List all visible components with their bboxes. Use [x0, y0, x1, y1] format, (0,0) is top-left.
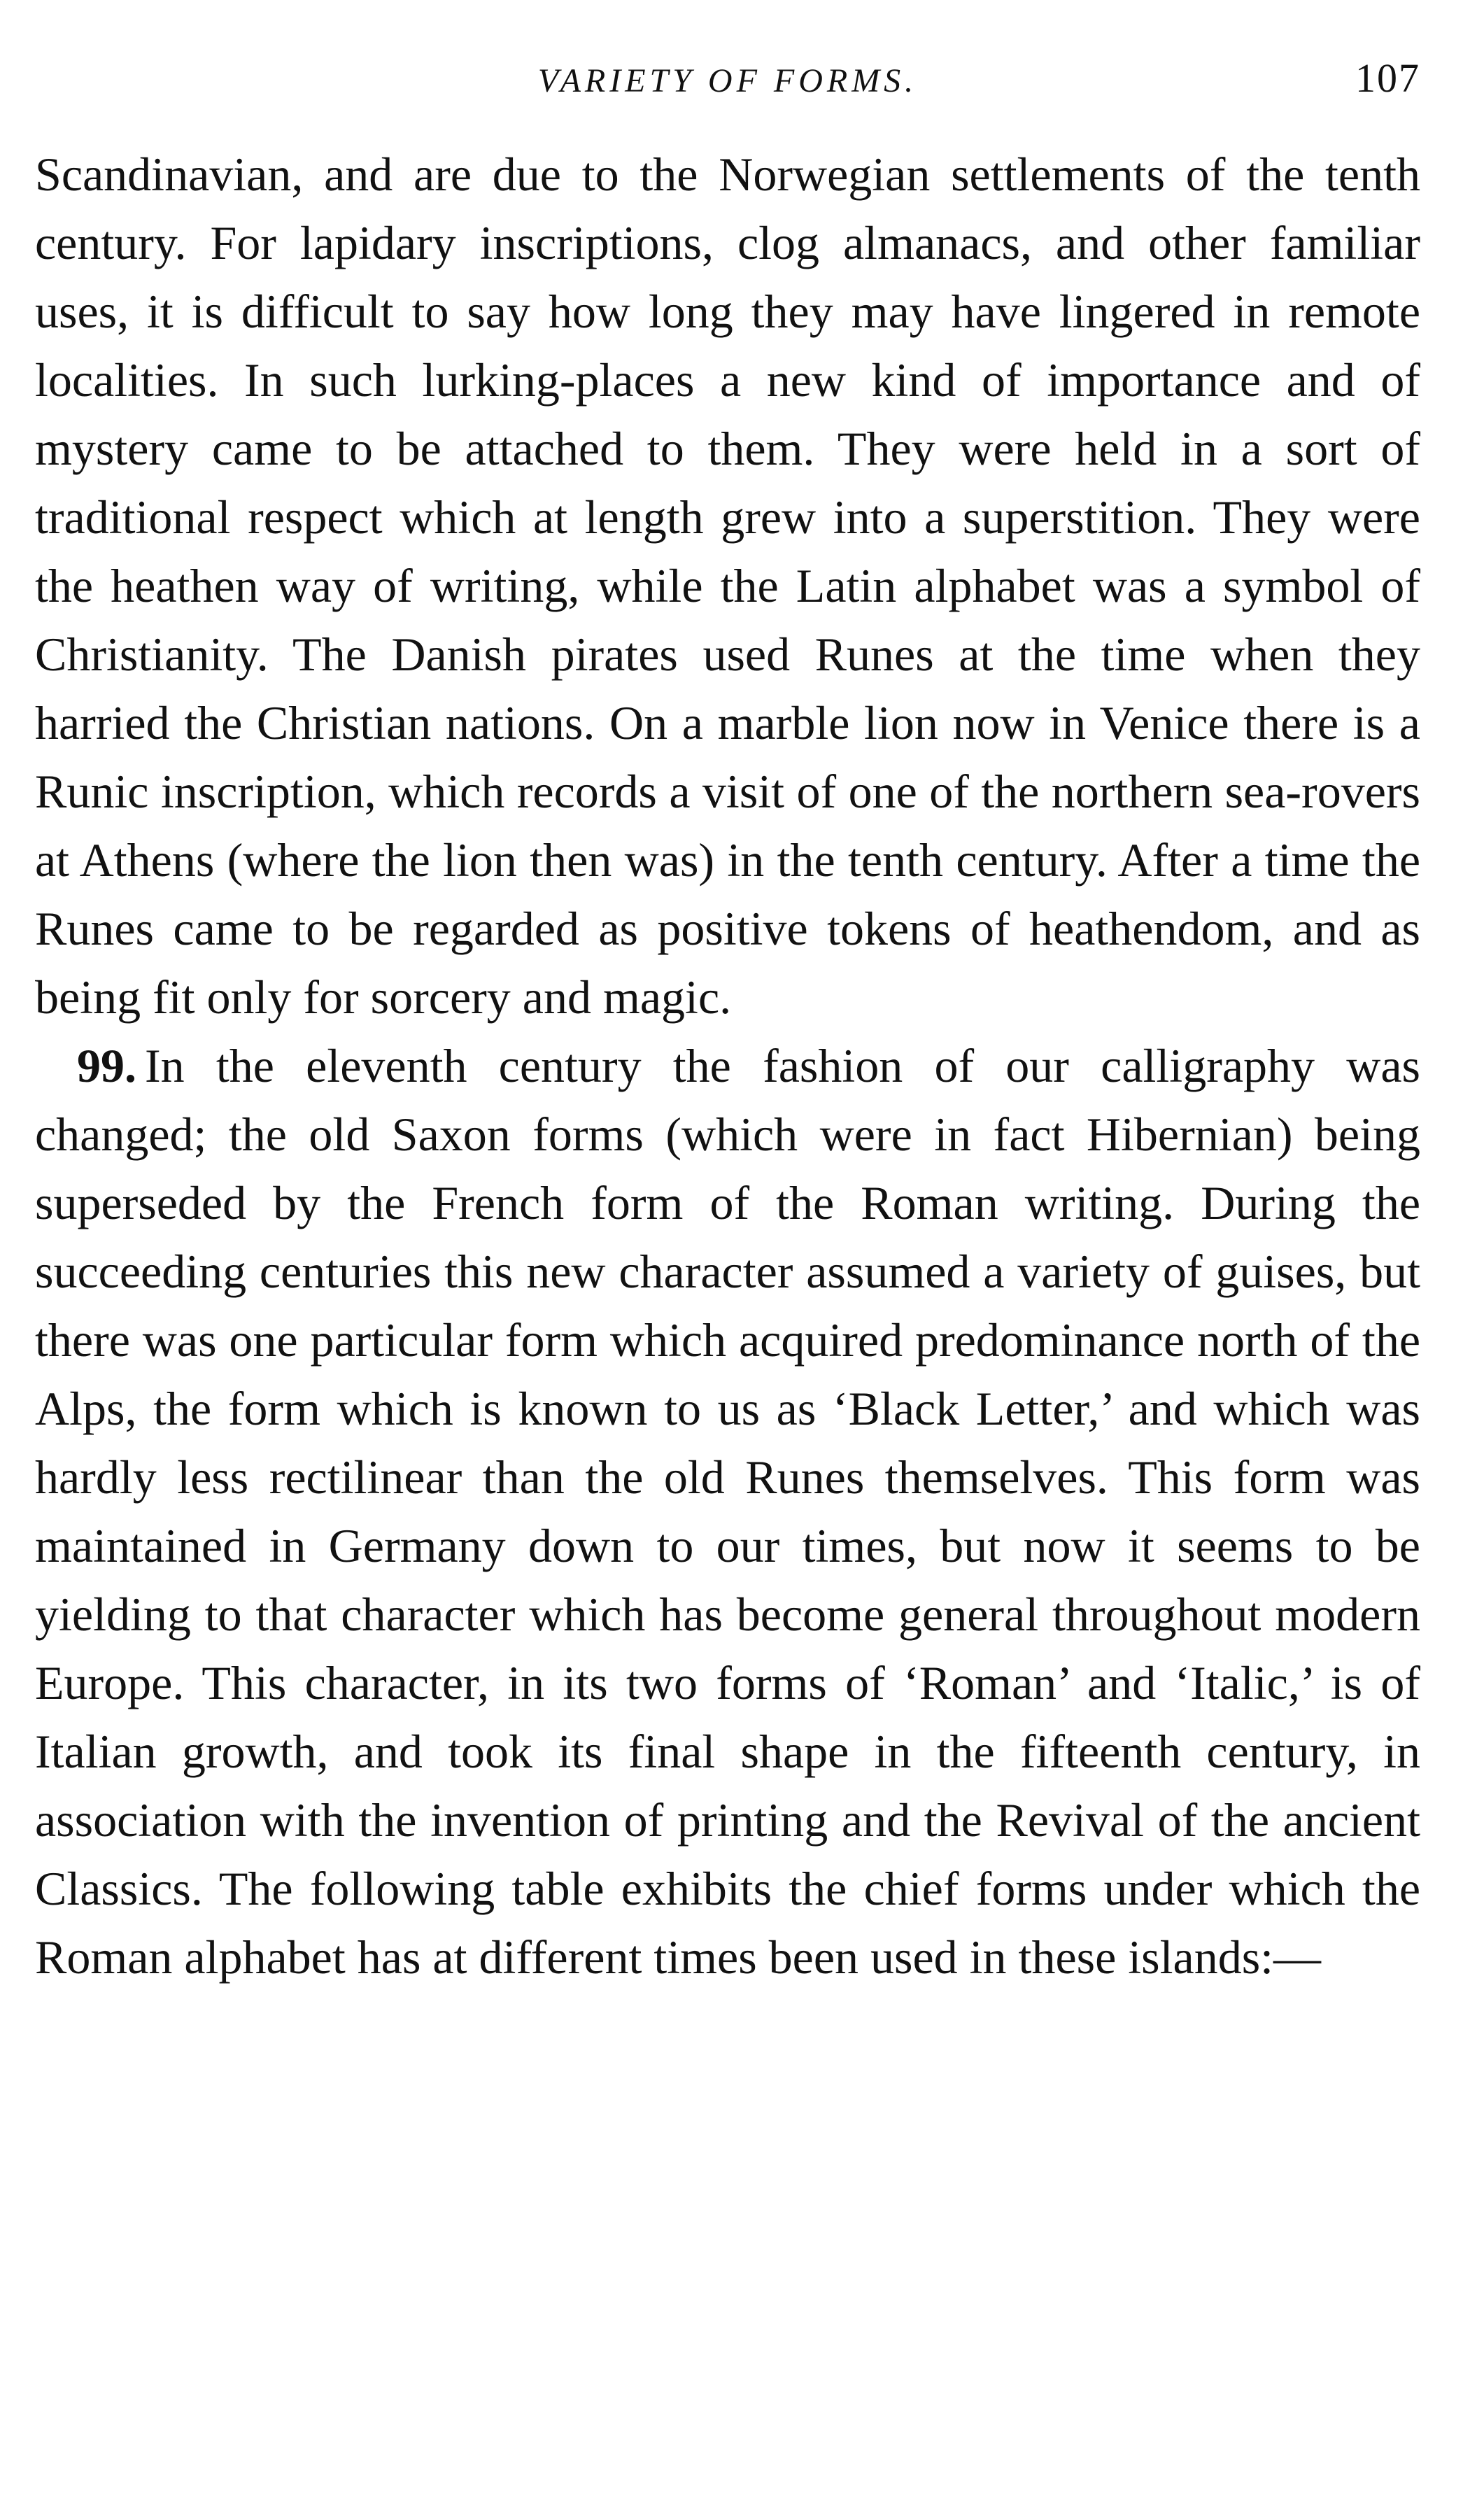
paragraph-text: Scandinavian, and are due to the Norwegian settlements of the tenth century. For lapidary inscriptions, clog almanacs, and other familiar uses, it is difficult to say how long they may have lingered in remote localities. In such lurking-places a new kind of importance and of mystery came to be attached to them. They were held in a sort of traditional respect which at length grew into a superstition. They were the heathen way of writing, while the Latin alphabet was a symbol of Christianity. The Danish pirates used Runes at the time when they harried the Christian nations. On a marble lion now in Venice there is a Runic inscription, which records a visit of one of the northern sea-rovers at Athens (where the lion then was) in the tenth century. After a time the Runes came to be regarded as positive tokens of heathendom, and as being fit only for sorcery and magic. — [35, 148, 1420, 1024]
paragraph-number: 99. — [77, 1039, 136, 1092]
body-text — [35, 140, 1420, 1991]
page-number: 107 — [1355, 55, 1420, 101]
paragraph-continuation — [35, 140, 1420, 1031]
book-page — [35, 42, 1420, 1991]
paragraph-99 — [35, 1031, 1420, 1991]
paragraph-text: In the eleventh century the fashion of our calligraphy was changed; the old Saxon forms (which were in fact Hibernian) being superseded by the French form of the Roman writing. During the succeeding centuries this new character assumed a variety of guises, but there was one particular form which acquired predominance north of the Alps, the form which is known to us as ‘Black Letter,’ and which was hardly less rectilinear than the old Runes themselves. This form was maintained in Germany down to our times, but now it seems to be yielding to that character which has become general throughout modern Europe. This character, in its two forms of ‘Roman’ and ‘Italic,’ is of Italian growth, and took its final shape in the fifteenth century, in association with the invention of printing and the Revival of the ancient Classics. The following table exhibits the chief forms under which the Roman alphabet has at different times been used in these islands:— — [35, 1039, 1420, 1984]
running-title: VARIETY OF FORMS. — [537, 62, 918, 99]
page-header — [35, 42, 1420, 126]
